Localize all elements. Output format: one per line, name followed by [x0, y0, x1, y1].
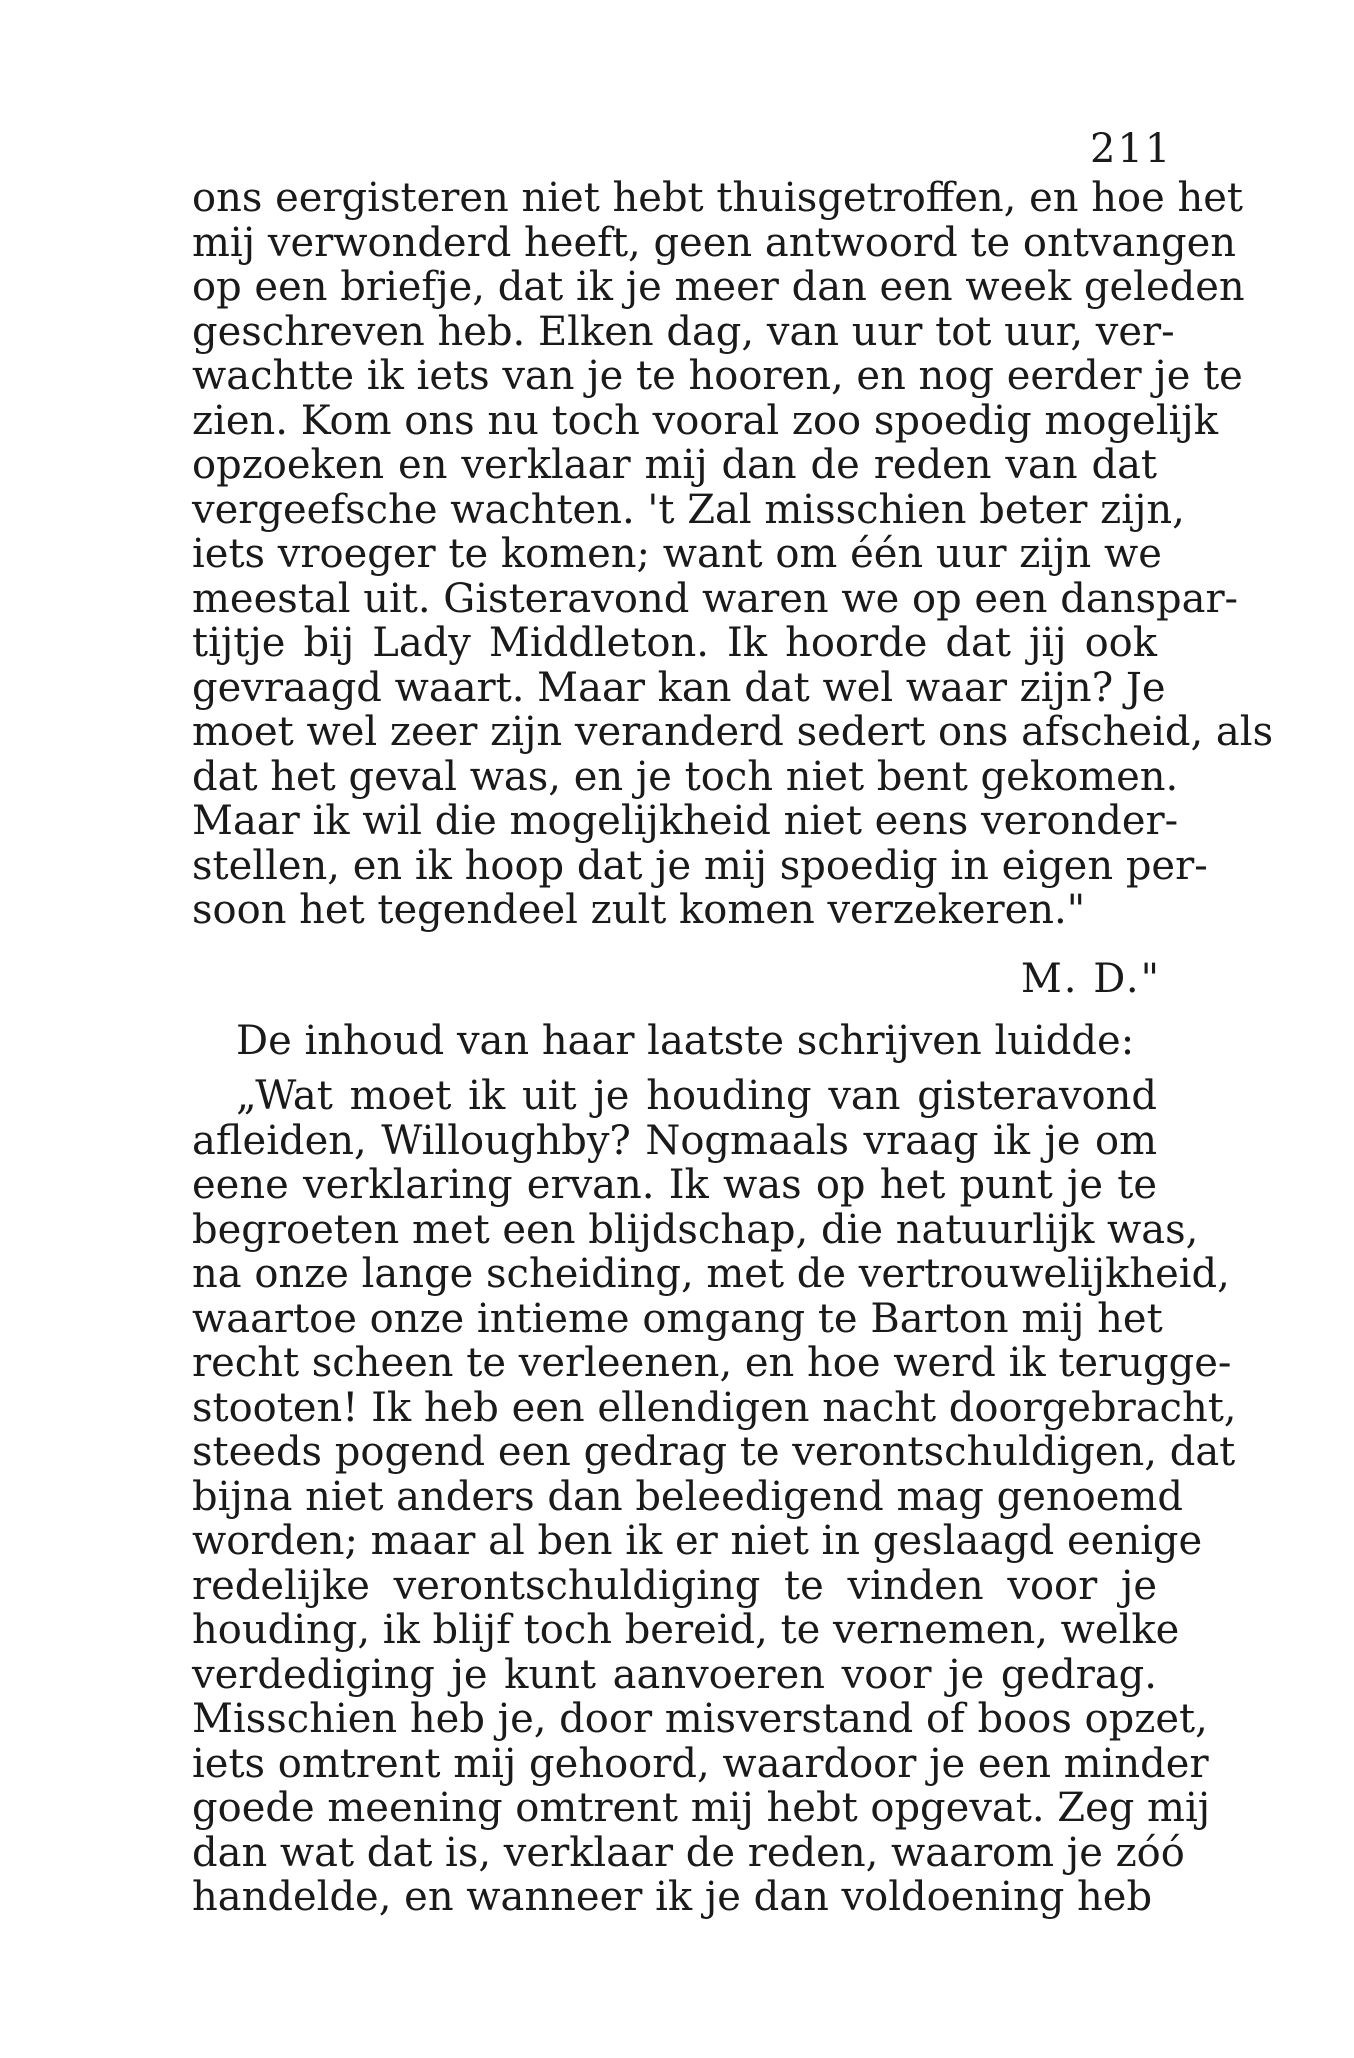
- text-line: gevraagd waart. Maar kan dat wel waar zijn? Je: [192, 664, 1166, 711]
- text-line: geschreven heb. Elken dag, van uur tot uur, ver-: [192, 308, 1175, 355]
- text-line: verdediging je kunt aanvoeren voor je gedrag.: [192, 1651, 1157, 1698]
- text-line: stooten! Ik heb een ellendigen nacht doorgebracht,: [192, 1384, 1237, 1431]
- text-line: tijtje bij Lady Middleton. Ik hoorde dat jij ook: [192, 620, 1157, 666]
- signature: M. D.": [1020, 956, 1161, 1002]
- text-line: mij verwonderd heeft, geen antwoord te ontvangen: [192, 219, 1237, 266]
- text-line: stellen, en ik hoop dat je mij spoedig in eigen per-: [192, 842, 1208, 889]
- text-line: meestal uit. Gisteravond waren we op een danspar-: [192, 575, 1239, 622]
- letter-text-2: [192, 1073, 1237, 1920]
- text-line: iets omtrent mij gehoord, waardoor je een minder: [192, 1740, 1209, 1787]
- text-line: handelde, en wanneer ik je dan voldoening heb: [192, 1874, 1153, 1920]
- text-line: Misschien heb je, door misverstand of boos opzet,: [192, 1696, 1208, 1742]
- text-line: eene verklaring ervan. Ik was op het punt je te: [192, 1162, 1157, 1208]
- text-line: Maar ik wil die mogelijkheid niet eens veronder-: [192, 798, 1179, 844]
- text-line: wachtte ik iets van je te hooren, en nog eerder je te: [192, 353, 1243, 399]
- text-line: dan wat dat is, verklaar de reden, waarom je zóó: [192, 1829, 1185, 1876]
- text-line: op een briefje, dat ik je meer dan een week geleden: [192, 264, 1245, 310]
- text-line: goede meening omtrent mij hebt opgevat. Zeg mij: [192, 1785, 1211, 1831]
- text-line: begroeten met een blijdschap, die natuurlijk was,: [192, 1206, 1199, 1253]
- text-line: ons eergisteren niet hebt thuisgetroffen, en hoe het: [192, 175, 1243, 221]
- text-line: bijna niet anders dan beleedigend mag genoemd: [192, 1473, 1183, 1520]
- text-line: „Wat moet ik uit je houding van gisteravond: [236, 1073, 1157, 1119]
- text-line: iets vroeger te komen; want om één uur zijn we: [192, 531, 1162, 577]
- text-line: redelijke verontschuldiging te vinden voor je: [192, 1562, 1157, 1609]
- text-line: dat het geval was, en je toch niet bent gekomen.: [192, 753, 1179, 800]
- intro-line: De inhoud van haar laatste schrijven luidde:: [236, 1018, 1135, 1064]
- text-line: na onze lange scheiding, met de vertrouwelijkheid,: [192, 1251, 1230, 1297]
- text-line: worden; maar al ben ik er niet in geslaagd eenige: [192, 1518, 1203, 1564]
- text-line: steeds pogend een gedrag te verontschuldigen, dat: [192, 1429, 1236, 1475]
- text-line: waartoe onze intieme omgang te Barton mij het: [192, 1295, 1163, 1342]
- text-line: recht scheen te verleenen, en hoe werd ik terugge-: [192, 1340, 1232, 1386]
- text-line: soon het tegendeel zult komen verzekeren.": [192, 887, 1086, 933]
- text-line: zien. Kom ons nu toch vooral zoo spoedig mogelijk: [192, 397, 1218, 444]
- text-line: houding, ik blijf toch bereid, te vernemen, welke: [192, 1607, 1180, 1653]
- letter-text-1: [192, 175, 1274, 933]
- page-number: 211: [1090, 126, 1173, 172]
- text-line: opzoeken en verklaar mij dan de reden van dat: [192, 442, 1157, 488]
- text-line: moet wel zeer zijn veranderd sedert ons afscheid, als: [192, 709, 1274, 755]
- text-line: afleiden, Willoughby? Nogmaals vraag ik je om: [192, 1117, 1157, 1164]
- text-line: vergeefsche wachten. 't Zal misschien beter zijn,: [192, 486, 1185, 533]
